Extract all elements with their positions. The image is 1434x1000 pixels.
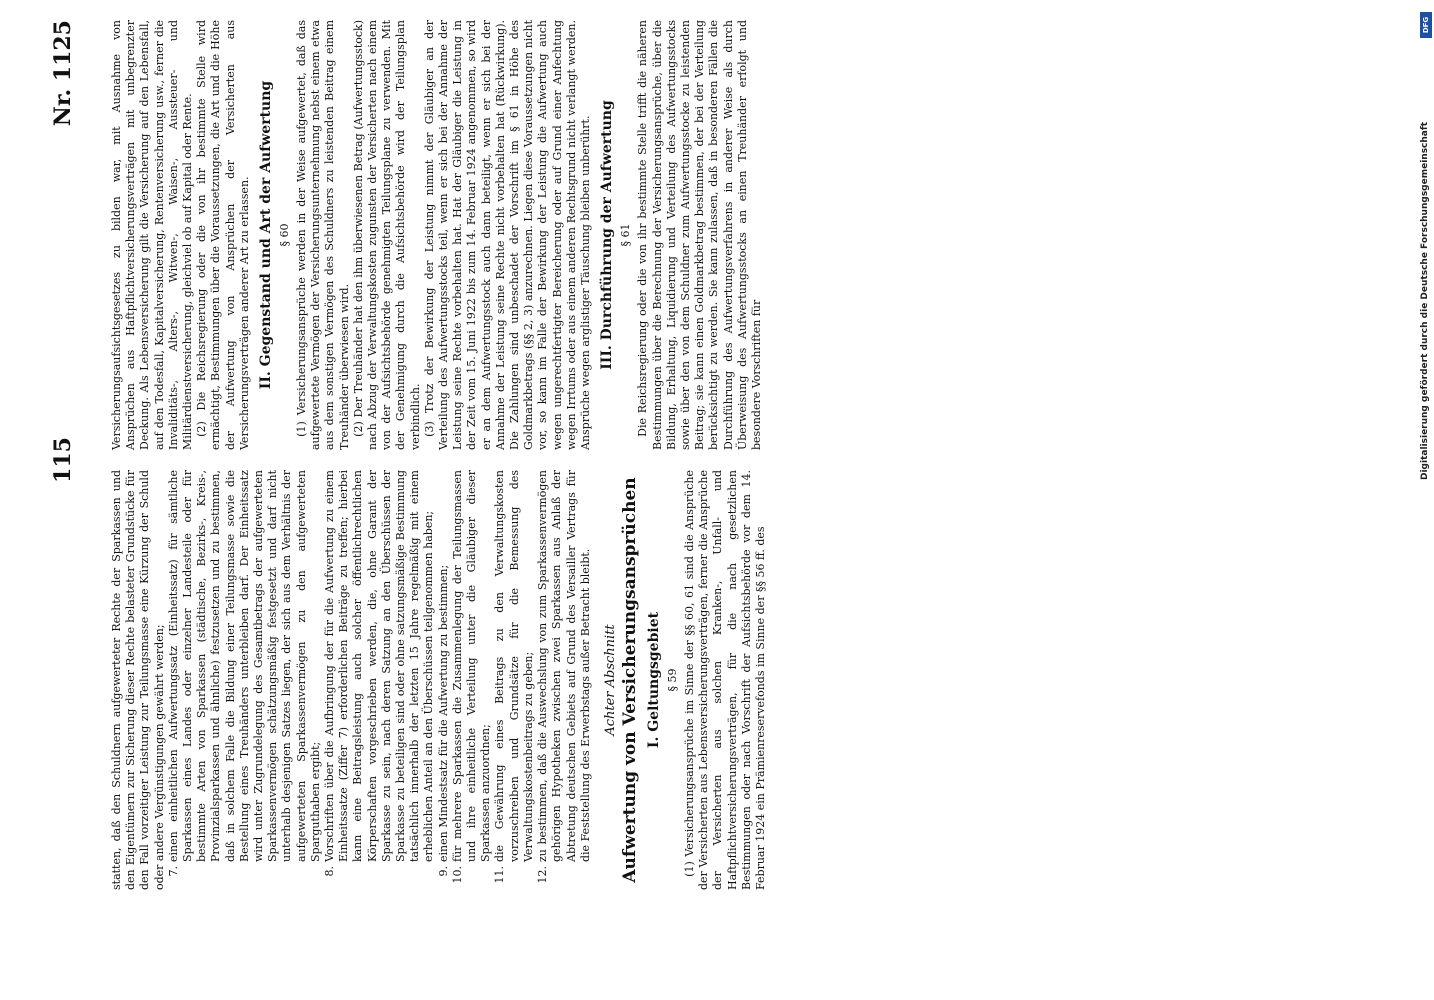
item-number: 10. <box>450 866 464 884</box>
paragraph-text: (2) Der Treuhänder hat den ihm überwiesenen Betrag (Aufwertungsstock) nach Abzug der Verwaltungskosten zugunsten der Versicherten nach einem von der Aufsichtsbehörde genehmigten Teilungsplane zu verwenden. Mit der Genehmigung durch die Aufsichtsbehörde wird der Teilungsplan verbindlich. <box>351 20 422 450</box>
list-item <box>451 470 494 890</box>
subsection-title: II. Gegenstand und Art der Aufwertung <box>258 80 275 390</box>
issue-number: Nr. 1125 <box>50 20 76 127</box>
left-column <box>110 470 768 890</box>
dfg-logo-text: DFG <box>1422 16 1430 34</box>
paragraph-number: § 60 <box>278 223 292 247</box>
item-text: zu bestimmen, daß die Auswechslung von zum Sparkassenvermögen gehörigen Hypotheken zwischen zwei Sparkassen aus Anlaß der Abtretung deutschen Gebiets auf Grund des Versailler Vertrags für die Feststellung des Erwerbstags außer Betracht bleibt. <box>536 470 592 862</box>
paragraph-text: Die Reichsregierung oder die von ihr bestimmte Stelle trifft die näheren Bestimmungen über die Berechnung der Versicherungsansprüche, über die Bildung, Erhaltung, Liquidierung und Verteilung des Aufwertungsstocks sowie über den von dem Schuldner zum Aufwertungsstocke zu leistenden Beitrag; sie kann einen Goldmarkbetrag bestimmen, der bei der Verteilung berücksichtigt zu werden. Sie kann zulassen, daß in besonderen Fällen die Durchführung des Aufwertungsverfahrens in anderer Weise als durch Überweisung des Aufwertungsstocks an einen Treuhänder erfolgt und besondere Vorschriften für <box>636 20 763 450</box>
item-number: 11. <box>493 866 507 884</box>
digitization-credit: Digitalisierung gefördert durch die Deutsche Forschungsgemeinschaft <box>1420 121 1430 480</box>
section-title: Aufwertung von Versicherungsansprüchen <box>619 477 640 883</box>
paragraph-text: (1) Versicherungsansprüche im Sinne der §§ 60, 61 sind die Ansprüche der Versicherten aus Lebensversicherungsverträgen, ferner die Ansprüche der Versicherten aus solchen Kranken-, Unfall- und Haftpflichtversicherungsverträgen, für die nach gesetzlichen Bestimmungen oder nach Vorschrift der Aufsichtsbehörde vor dem 14. Februar 1924 ein Prämienreservefonds im Sinne der §§ 56 ff. des <box>682 470 767 890</box>
paragraph-text: (2) Die Reichsregierung oder die von ihr bestimmte Stelle wird ermächtigt, Bestimmungen über die Voraussetzungen, die Art und die Höhe der Aufwertung von Ansprüchen der Versicherten aus Versicherungsverträgen anderer Art zu erlassen. <box>195 20 251 450</box>
paragraph-text: (1) Versicherungsansprüche werden in der Weise aufgewertet, daß das aufgewertete Vermögen der Versicherungsunternehmung nebst einem etwa aus dem sonstigen Vermögen des Schuldners zu leistenden Beitrag einem Treuhänder überwiesen wird. <box>295 20 351 450</box>
item-number: 8. <box>323 866 337 877</box>
paragraph-text: (3) Trotz der Bewirkung der Leistung nimmt der Gläubiger an der Verteilung des Aufwertungsstocks teil, wenn er sich bei der Annahme der Leistung seine Rechte vorbehalten hat. Hat der Gläubiger die Leistung in der Zeit vom 15. Juni 1922 bis zum 14. Februar 1924 angenommen, so wird er an dem Aufwertungsstock auch dann beteiligt, wenn er sich bei der Annahme der Leistung seine Rechte nicht vorbehalten hat (Rückwirkung). Die Zahlungen sind unbeschadet der Vorschrift im § 61 in Höhe des Goldmarkbetrags (§§ 2, 3) anzurechnen. Liegen diese Voraussetzungen nicht vor, so kann im Falle der Bewirkung der Leistung die Aufwertung auch wegen ungerechtfertigter Bereicherung oder auf Grund einer Anfechtung wegen Irrtums oder aus einem anderen Rechtsgrund nicht verlangt werden. Ansprüche wegen arglistiger Täuschung bleiben unberührt. <box>422 20 593 450</box>
left-intro: statten, daß den Schuldnern aufgewerteter Rechte der Sparkassen und den Eigentümern zur Sicherung dieser Rechte belasteter Grundstücke für den Fall vorzeitiger Leistung zur Teilungsmasse eine Kürzung der Schuld oder andere Vergünstigungen gewährt werden; <box>110 470 166 890</box>
item-text: einen einheitlichen Aufwertungssatz (Einheitssatz) für sämtliche Sparkassen eines Landes oder einzelner Landesteile oder für bestimmte Arten von Sparkassen (städtische, Bezirks-, Kreis-, Provinzialsparkassen und ähnliche) festzusetzen und zu bestimmen, daß in solchem Falle die Bildung einer Teilungsmasse sowie die Bestellung eines Treuhänders unterbleiben darf. Der Einheitssatz wird unter Zugrundelegung des Gesamtbetrags der aufgewerteten Sparkassenvermögen schätzungsmäßig festgesetzt und darf nicht unterhalb desjenigen Satzes liegen, der sich aus dem Verhältnis der aufgewerteten Sparkassenvermögen zu den aufgewerteten Sparguthaben ergibt; <box>166 470 322 862</box>
subsection-title: III. Durchführung der Aufwertung <box>599 100 616 370</box>
right-intro: Versicherungsaufsichtsgesetzes zu bilden war, mit Ausnahme von Ansprüchen aus Haftpflichtversicherungsverträgen mit unbegrenzter Deckung. Als Lebensversicherung gilt die Versicherung auf den Lebensfall, auf den Todesfall, Kapitalversicherung, Rentenversicherung usw., ferner die Invaliditäts-, Alters-, Witwen-, Waisen-, Aussteuer- und Militärdienstversicherung, gleichviel ob auf Kapital oder Rente. <box>110 20 195 450</box>
right-column <box>110 20 764 450</box>
section-label: Achter Abschnitt <box>602 624 618 736</box>
item-number: 9. <box>436 866 450 877</box>
item-list <box>167 470 593 890</box>
item-number: 12. <box>536 866 550 884</box>
list-item <box>536 470 593 890</box>
item-text: die Gewährung eines Beitrags zu den Verwaltungskosten vorzuschreiben und Grundsätze für die Bemessung des Verwaltungskostenbeitrags zu geben; <box>493 470 535 862</box>
subsection-title: I. Geltungsgebiet <box>645 611 662 749</box>
item-text: einen Mindestsatz für die Aufwertung zu bestimmen; <box>436 564 450 862</box>
item-text: Vorschriften über die Aufbringung der für die Aufwertung zu einem Einheitssatze (Ziffer 7) erforderlichen Beiträge zu treffen; hierbei kann eine Beitragsleistung auch solcher öffentlichrechtlichen Körperschaften vorgeschrieben werden, die, ohne Garant der Sparkasse zu sein, nach deren Satzung an den Überschüssen der Sparkasse zu beteiligen sind oder ohne satzungsmäßige Bestimmung tatsächlich innerhalb der letzten 15 Jahre regelmäßig mit einem erheblichen Anteil an den Überschüssen teilgenommen haben; <box>323 470 436 862</box>
rotated-document-page <box>40 0 1340 920</box>
paragraph-number: § 61 <box>619 223 633 247</box>
item-text: für mehrere Sparkassen die Zusammenlegung der Teilungsmassen und ihre einheitliche Verteilung unter die Gläubiger dieser Sparkassen anzuordnen; <box>450 470 493 862</box>
list-item <box>323 470 437 890</box>
list-item <box>167 470 323 890</box>
list-item <box>437 470 451 890</box>
page-number: 115 <box>50 437 76 483</box>
item-number: 7. <box>166 866 180 877</box>
paragraph-number: § 59 <box>665 668 679 692</box>
list-item <box>493 470 536 890</box>
